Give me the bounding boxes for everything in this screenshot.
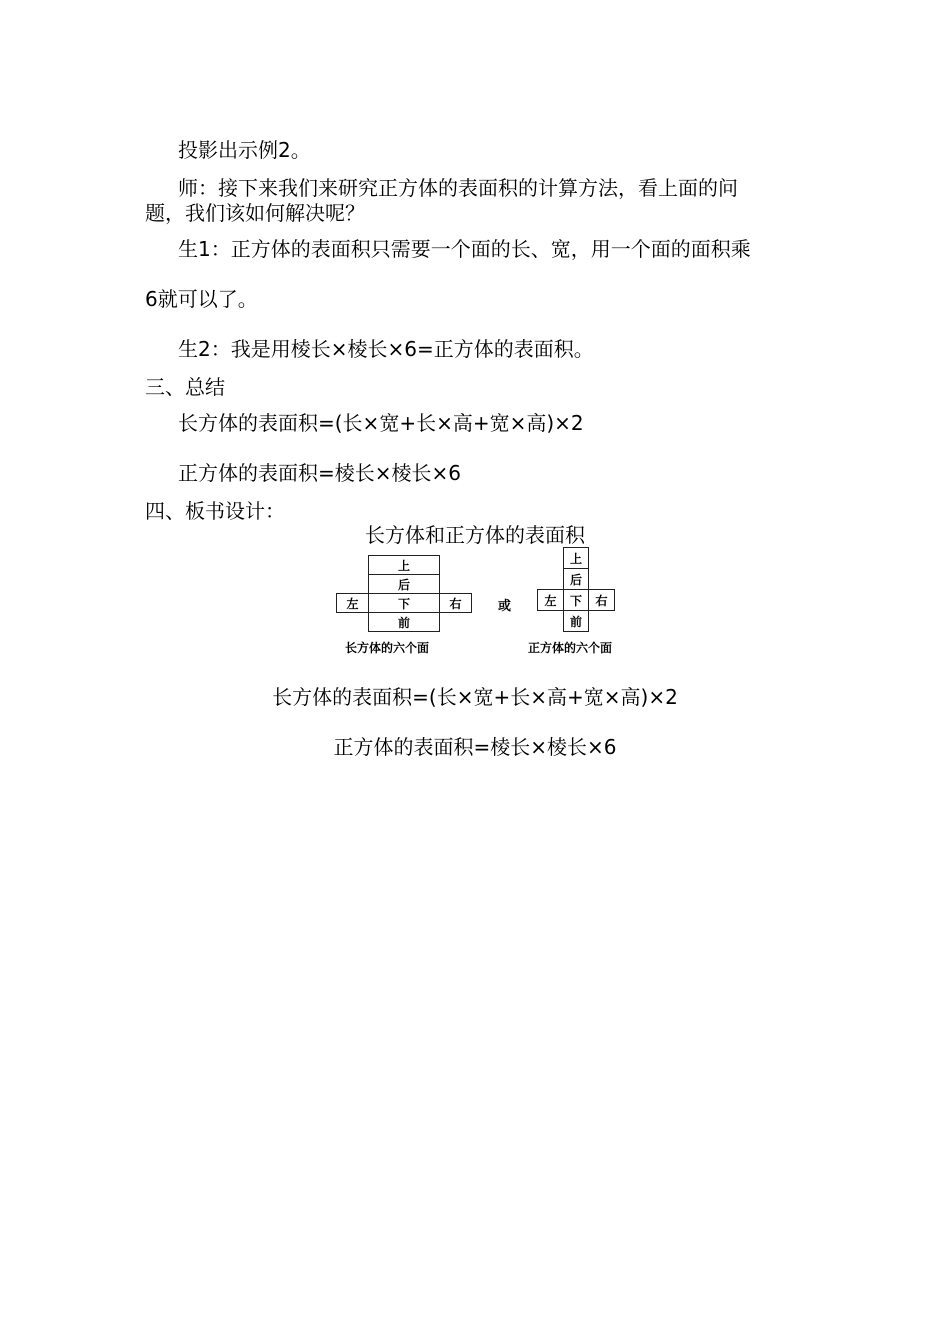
student1-line-2: 6就可以了。 bbox=[145, 287, 258, 311]
summary-formula-rect: 长方体的表面积=(长×宽+长×高+宽×高)×2 bbox=[178, 411, 584, 435]
rect-net-front: 前 bbox=[368, 612, 440, 632]
rect-net-back: 后 bbox=[368, 574, 440, 594]
student2-line: 生2：我是用棱长×棱长×6=正方体的表面积。 bbox=[178, 337, 594, 361]
cube-net-top: 上 bbox=[563, 547, 589, 569]
cube-net-back: 后 bbox=[563, 568, 589, 590]
student1-line-1: 生1：正方体的表面积只需要一个面的长、宽，用一个面的面积乘 bbox=[178, 237, 751, 261]
teacher-line-2: 题，我们该如何解决呢？ bbox=[145, 201, 365, 225]
cube-net-diagram bbox=[537, 547, 617, 637]
rect-net-caption: 长方体的六个面 bbox=[345, 641, 430, 655]
cube-net-bottom: 下 bbox=[563, 589, 589, 611]
section-board-heading: 四、板书设计： bbox=[145, 499, 285, 523]
cube-net-right: 右 bbox=[588, 589, 615, 611]
paragraph-example: 投影出示例2。 bbox=[178, 138, 311, 162]
rect-net-left: 左 bbox=[336, 593, 369, 613]
cube-net-front: 前 bbox=[563, 610, 589, 632]
teacher-line-1: 师：接下来我们来研究正方体的表面积的计算方法，看上面的问 bbox=[178, 176, 738, 200]
cube-net-caption: 正方体的六个面 bbox=[528, 641, 613, 655]
board-formula-rect: 长方体的表面积=(长×宽+长×高+宽×高)×2 bbox=[272, 685, 678, 709]
or-label: 或 bbox=[498, 599, 512, 614]
rect-net-top: 上 bbox=[368, 555, 440, 575]
board-formula-cube: 正方体的表面积=棱长×棱长×6 bbox=[333, 735, 617, 759]
board-title: 长方体和正方体的表面积 bbox=[365, 523, 585, 547]
summary-formula-cube: 正方体的表面积=棱长×棱长×6 bbox=[178, 461, 461, 485]
rect-net-right: 右 bbox=[439, 593, 472, 613]
rect-net-bottom: 下 bbox=[368, 593, 440, 613]
cube-net-left: 左 bbox=[537, 589, 564, 611]
section-summary-heading: 三、总结 bbox=[145, 375, 225, 399]
